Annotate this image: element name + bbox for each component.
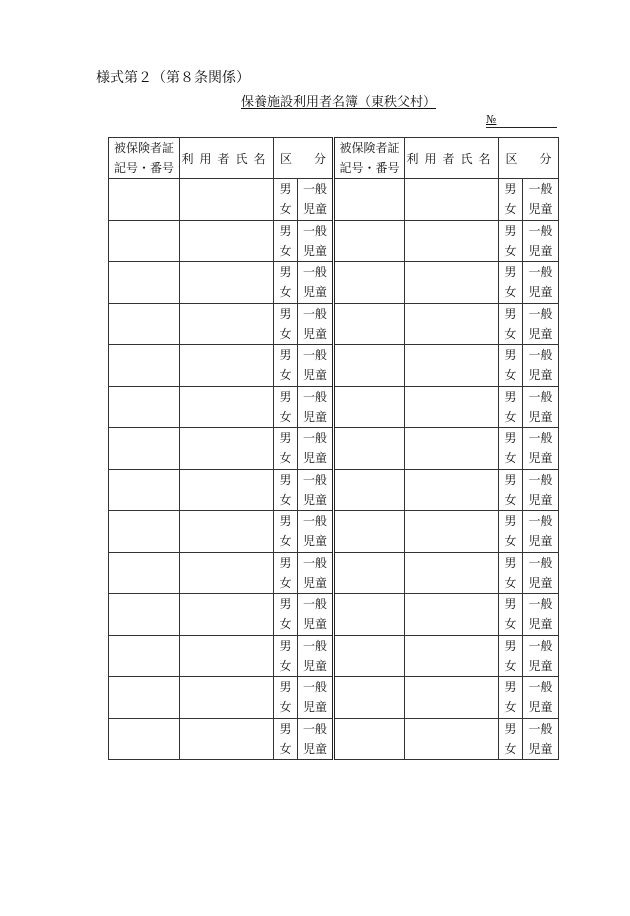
gender-cell-left: 男 女 — [274, 469, 298, 511]
gender-cell-left: 男 女 — [274, 552, 298, 594]
type-cell-left: 一般 児童 — [298, 635, 334, 677]
gender-cell-right: 男 女 — [499, 345, 523, 387]
gender-cell-left: 男 女 — [274, 718, 298, 760]
document-title: 保養施設利用者名簿（東秩父村） — [241, 95, 437, 110]
gender-cell-right: 男 女 — [499, 179, 523, 221]
gender-cell-right: 男 女 — [499, 262, 523, 304]
type-cell-left: 一般 児童 — [298, 677, 334, 719]
insurance-number-cell-left[interactable] — [109, 718, 180, 760]
gender-cell-left: 男 女 — [274, 386, 298, 428]
insurance-number-cell-left[interactable] — [109, 386, 180, 428]
user-name-cell-left[interactable] — [180, 718, 274, 760]
table-row — [109, 552, 559, 594]
insurance-number-cell-left[interactable] — [109, 552, 180, 594]
insurance-number-cell-right[interactable] — [334, 635, 405, 677]
insurance-number-cell-right[interactable] — [334, 303, 405, 345]
user-name-cell-left[interactable] — [180, 677, 274, 719]
gender-cell-left: 男 女 — [274, 345, 298, 387]
type-cell-right: 一般 児童 — [523, 386, 559, 428]
type-cell-right: 一般 児童 — [523, 469, 559, 511]
gender-cell-right: 男 女 — [499, 594, 523, 636]
type-cell-left: 一般 児童 — [298, 469, 334, 511]
form-number: 様式第２（第８条関係） — [96, 70, 250, 86]
insurance-number-cell-right[interactable] — [334, 179, 405, 221]
insurance-number-cell-left[interactable] — [109, 511, 180, 553]
user-name-cell-left[interactable] — [180, 220, 274, 262]
user-name-cell-right[interactable] — [405, 718, 499, 760]
user-name-cell-left[interactable] — [180, 511, 274, 553]
insurance-number-cell-left[interactable] — [109, 594, 180, 636]
insurance-number-cell-right[interactable] — [334, 594, 405, 636]
table-row — [109, 594, 559, 636]
header-category-left: 区 分 — [274, 138, 334, 179]
insurance-number-cell-right[interactable] — [334, 511, 405, 553]
user-name-cell-left[interactable] — [180, 262, 274, 304]
type-cell-right: 一般 児童 — [523, 345, 559, 387]
type-cell-right: 一般 児童 — [523, 303, 559, 345]
type-cell-left: 一般 児童 — [298, 552, 334, 594]
type-cell-left: 一般 児童 — [298, 594, 334, 636]
type-cell-left: 一般 児童 — [298, 345, 334, 387]
header-category-right: 区 分 — [499, 138, 559, 179]
insurance-number-cell-right[interactable] — [334, 262, 405, 304]
gender-cell-right: 男 女 — [499, 220, 523, 262]
table-row — [109, 635, 559, 677]
insurance-number-cell-right[interactable] — [334, 469, 405, 511]
user-name-cell-right[interactable] — [405, 262, 499, 304]
roster-table — [108, 137, 559, 760]
table-row — [109, 179, 559, 221]
user-name-cell-right[interactable] — [405, 635, 499, 677]
type-cell-left: 一般 児童 — [298, 220, 334, 262]
insurance-number-cell-right[interactable] — [334, 345, 405, 387]
type-cell-right: 一般 児童 — [523, 594, 559, 636]
insurance-number-cell-right[interactable] — [334, 677, 405, 719]
insurance-number-cell-left[interactable] — [109, 469, 180, 511]
table-row — [109, 677, 559, 719]
type-cell-left: 一般 児童 — [298, 262, 334, 304]
user-name-cell-right[interactable] — [405, 179, 499, 221]
type-cell-right: 一般 児童 — [523, 511, 559, 553]
insurance-number-cell-right[interactable] — [334, 428, 405, 470]
insurance-number-cell-right[interactable] — [334, 718, 405, 760]
type-cell-left: 一般 児童 — [298, 386, 334, 428]
gender-cell-right: 男 女 — [499, 718, 523, 760]
user-name-cell-left[interactable] — [180, 552, 274, 594]
gender-cell-right: 男 女 — [499, 677, 523, 719]
gender-cell-right: 男 女 — [499, 511, 523, 553]
header-insurance-left: 被保険者証 記号・番号 — [109, 138, 180, 179]
number-field — [486, 113, 557, 128]
user-name-cell-right[interactable] — [405, 220, 499, 262]
table-row — [109, 262, 559, 304]
insurance-number-cell-left[interactable] — [109, 220, 180, 262]
type-cell-left: 一般 児童 — [298, 718, 334, 760]
insurance-number-cell-left[interactable] — [109, 635, 180, 677]
type-cell-right: 一般 児童 — [523, 677, 559, 719]
insurance-number-cell-left[interactable] — [109, 677, 180, 719]
table-row — [109, 718, 559, 760]
gender-cell-left: 男 女 — [274, 220, 298, 262]
user-name-cell-left[interactable] — [180, 179, 274, 221]
gender-cell-left: 男 女 — [274, 303, 298, 345]
type-cell-right: 一般 児童 — [523, 179, 559, 221]
insurance-number-cell-left[interactable] — [109, 345, 180, 387]
user-name-cell-right[interactable] — [405, 677, 499, 719]
type-cell-right: 一般 児童 — [523, 220, 559, 262]
user-name-cell-left[interactable] — [180, 635, 274, 677]
gender-cell-left: 男 女 — [274, 677, 298, 719]
insurance-number-cell-right[interactable] — [334, 386, 405, 428]
gender-cell-right: 男 女 — [499, 428, 523, 470]
number-label: № — [486, 113, 497, 126]
gender-cell-left: 男 女 — [274, 594, 298, 636]
insurance-number-cell-right[interactable] — [334, 220, 405, 262]
header-user-name-right: 利用者氏名 — [405, 138, 499, 179]
user-name-cell-left[interactable] — [180, 428, 274, 470]
gender-cell-right: 男 女 — [499, 469, 523, 511]
type-cell-left: 一般 児童 — [298, 428, 334, 470]
gender-cell-left: 男 女 — [274, 511, 298, 553]
insurance-number-cell-right[interactable] — [334, 552, 405, 594]
gender-cell-left: 男 女 — [274, 635, 298, 677]
user-name-cell-left[interactable] — [180, 469, 274, 511]
type-cell-right: 一般 児童 — [523, 718, 559, 760]
gender-cell-left: 男 女 — [274, 428, 298, 470]
insurance-number-cell-left[interactable] — [109, 179, 180, 221]
user-name-cell-right[interactable] — [405, 303, 499, 345]
table-row — [109, 345, 559, 387]
header-insurance-right: 被保険者証 記号・番号 — [334, 138, 405, 179]
table-row — [109, 220, 559, 262]
header-user-name-left: 利用者氏名 — [180, 138, 274, 179]
user-name-cell-left[interactable] — [180, 594, 274, 636]
type-cell-right: 一般 児童 — [523, 262, 559, 304]
type-cell-left: 一般 児童 — [298, 303, 334, 345]
gender-cell-right: 男 女 — [499, 386, 523, 428]
table-row — [109, 386, 559, 428]
user-name-cell-left[interactable] — [180, 386, 274, 428]
user-name-cell-right[interactable] — [405, 469, 499, 511]
type-cell-left: 一般 児童 — [298, 511, 334, 553]
table-row — [109, 428, 559, 470]
insurance-number-cell-left[interactable] — [109, 262, 180, 304]
type-cell-right: 一般 児童 — [523, 428, 559, 470]
user-name-cell-right[interactable] — [405, 594, 499, 636]
gender-cell-right: 男 女 — [499, 635, 523, 677]
type-cell-left: 一般 児童 — [298, 179, 334, 221]
insurance-number-cell-left[interactable] — [109, 428, 180, 470]
user-name-cell-right[interactable] — [405, 345, 499, 387]
gender-cell-left: 男 女 — [274, 262, 298, 304]
user-name-cell-left[interactable] — [180, 345, 274, 387]
table-row — [109, 511, 559, 553]
type-cell-right: 一般 児童 — [523, 552, 559, 594]
table-row — [109, 469, 559, 511]
insurance-number-cell-left[interactable] — [109, 303, 180, 345]
type-cell-right: 一般 児童 — [523, 635, 559, 677]
user-name-cell-left[interactable] — [180, 303, 274, 345]
user-name-cell-right[interactable] — [405, 386, 499, 428]
header-row — [109, 138, 559, 179]
user-name-cell-right[interactable] — [405, 511, 499, 553]
user-name-cell-right[interactable] — [405, 552, 499, 594]
gender-cell-right: 男 女 — [499, 552, 523, 594]
user-name-cell-right[interactable] — [405, 428, 499, 470]
gender-cell-left: 男 女 — [274, 179, 298, 221]
gender-cell-right: 男 女 — [499, 303, 523, 345]
table-row — [109, 303, 559, 345]
